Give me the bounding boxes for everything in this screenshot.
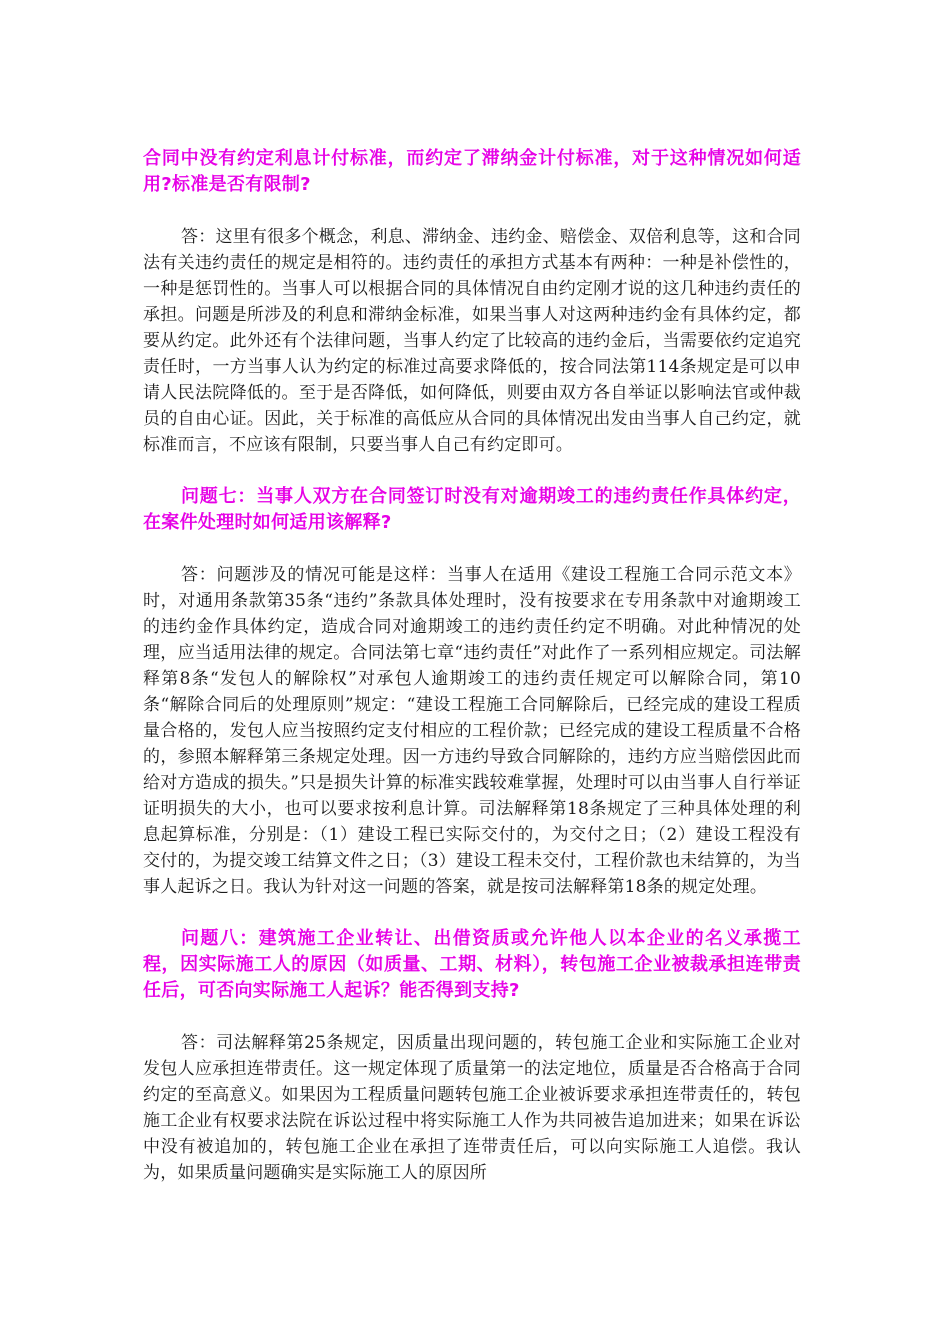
answer-paragraph-8: 答：司法解释第25条规定，因质量出现问题的，转包施工企业和实际施工企业对发包人应承担连带责任。这一规定体现了质量第一的法定地位，质量是否合格高于合同约定的至高意义。如果因为工程质量问题转包施工企业被诉要求承担连带责任的，转包施工企业有权要求法院在诉讼过程中将实际施工人作为共同被告追加进来；如果在诉讼中没有被追加的，转包施工企业在承担了连带责任后，可以向实际施工人追偿。我认为，如果质量问题确实是实际施工人的原因所: [143, 1033, 801, 1183]
paragraph-gap: [143, 458, 801, 484]
paragraph-gap: [143, 1004, 801, 1030]
document-page: [143, 146, 801, 1186]
paragraph-gap: [143, 536, 801, 562]
answer-paragraph-7: 答：问题涉及的情况可能是这样：当事人在适用《建设工程施工合同示范文本》时，对通用条款第35条“违约”条款具体处理时，没有按要求在专用条款中对逾期竣工的违约金作具体约定，造成合同对逾期竣工的违约责任约定不明确。对此种情况的处理，应当适用法律的规定。合同法第七章“违约责任”对此作了一系列相应规定。司法解释第8条“发包人的解除权”对承包人逾期竣工的违约责任规定可以解除合同，第10条“解除合同后的处理原则”规定：“建设工程施工合同解除后，已经完成的建设工程质量合格的，发包人应当按照约定支付相应的工程价款；已经完成的建设工程质量不合格的，参照本解释第三条规定处理。因一方违约导致合同解除的，违约方应当赔偿因此而给对方造成的损失。”只是损失计算的标准实践较难掌握，处理时可以由当事人自行举证证明损失的大小，也可以要求按利息计算。司法解释第18条规定了三种具体处理的利息起算标准，分别是：（1）建设工程已实际交付的，为交付之日；（2）建设工程没有交付的，为提交竣工结算文件之日；（3）建设工程未交付，工程价款也未结算的，为当事人起诉之日。我认为针对这一问题的答案，就是按司法解释第18条的规定处理。: [143, 565, 801, 897]
answer-paragraph-1: 答：这里有很多个概念，利息、滞纳金、违约金、赔偿金、双倍利息等，这和合同法有关违约责任的规定是相符的。违约责任的承担方式基本有两种：一种是补偿性的，一种是惩罚性的。当事人可以根据合同的具体情况自由约定刚才说的这几种违约责任的承担。问题是所涉及的利息和滞纳金标准，如果当事人对这两种违约金有具体约定，都要从约定。此外还有个法律问题，当事人约定了比较高的违约金后，当需要依约定追究责任时，一方当事人认为约定的标准过高要求降低的，按合同法第114条规定是可以申请人民法院降低的。至于是否降低，如何降低，则要由双方各自举证以影响法官或仲裁员的自由心证。因此，关于标准的高低应从合同的具体情况出发由当事人自己约定，就标准而言，不应该有限制，只要当事人自己有约定即可。: [143, 227, 801, 455]
paragraph-gap: [143, 900, 801, 926]
paragraph-gap: [143, 198, 801, 224]
question-heading-1: 合同中没有约定利息计付标准，而约定了滞纳金计付标准，对于这种情况如何适用?标准是否有限制?: [143, 148, 801, 195]
question-heading-7: 问题七：当事人双方在合同签订时没有对逾期竣工的违约责任作具体约定，在案件处理时如何适用该解释?: [143, 486, 801, 533]
question-heading-8: 问题八：建筑施工企业转让、出借资质或允许他人以本企业的名义承揽工程，因实际施工人的原因（如质量、工期、材料），转包施工企业被裁承担连带责任后，可否向实际施工人起诉？能否得到支持?: [143, 928, 801, 1001]
